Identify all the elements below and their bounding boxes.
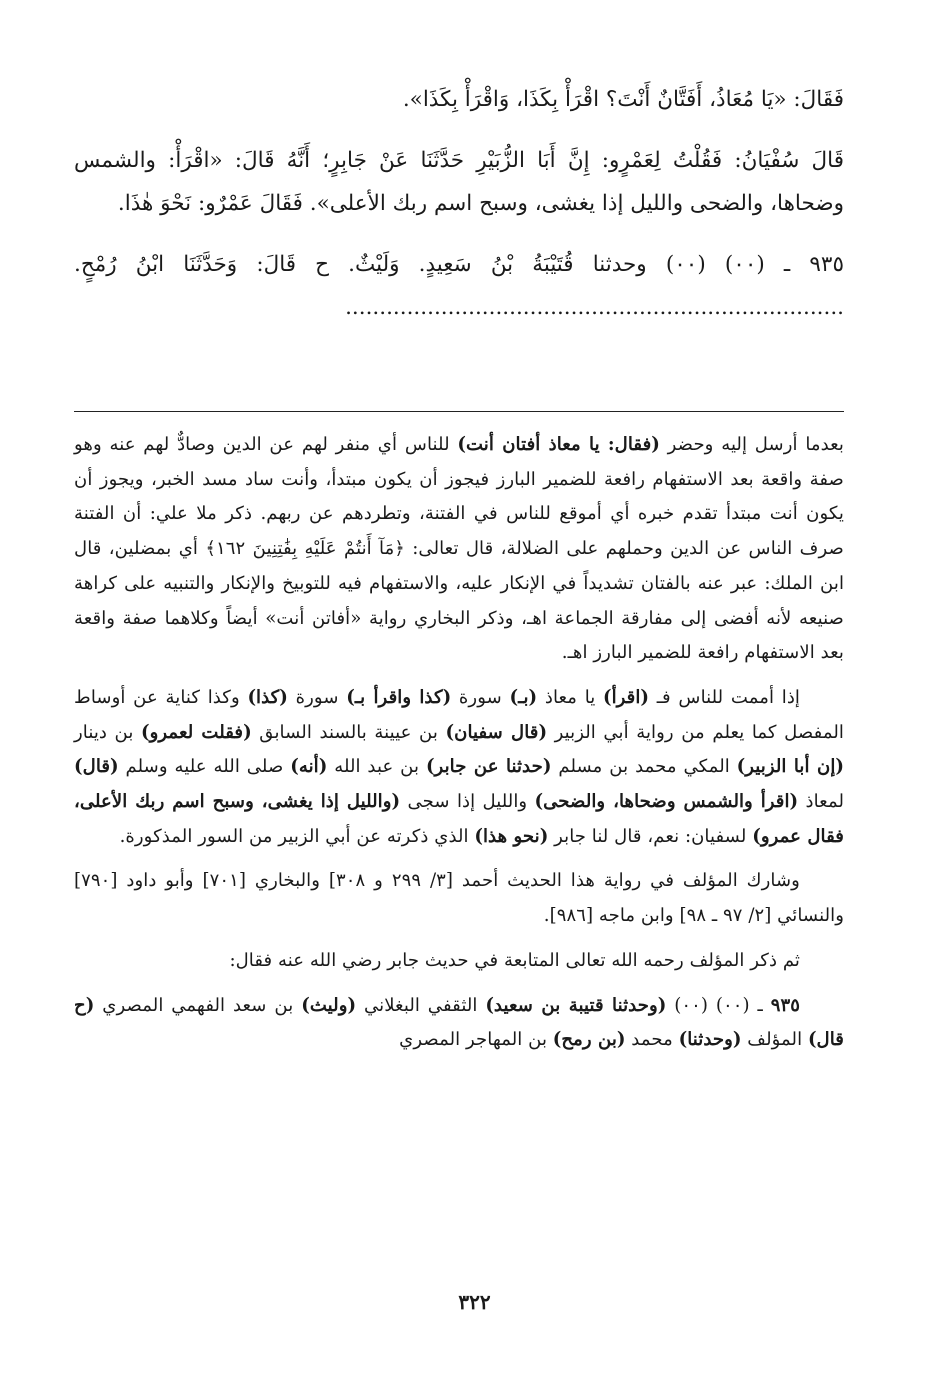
bold-quote: (اقرأ) xyxy=(602,686,650,708)
bold-quote: (فقال: يا معاذ أفتان أنت) xyxy=(457,434,660,455)
bold-quote: (قال سفيان) xyxy=(445,721,548,743)
text-run: وكذا كناية عن أوساط المفصل كما يعلم من رواية أبي الزبير xyxy=(74,686,844,743)
text-run: إذا أممت للناس فـ xyxy=(649,686,800,708)
text-run: بن عيينة بالسند السابق xyxy=(251,721,446,743)
text-run: الذي ذكرته عن أبي الزبير من السور المذكورة. xyxy=(119,825,475,847)
bold-quote: (قال) xyxy=(74,756,119,778)
text-run: للناس أي منفر لهم عن الدين وصادٌّ لهم عنه وهو صفة واقعة بعد الاستفهام رافعة للضمير البارز فيجوز أن يكون مبتدأ، وأنت ساد مسد الخبر، ويجوز أن يكون أنت مبتدأ تقدم خبره أي أموقع للناس في الفتنة، وتطردهم عن ربهم. ذكر ملا علي: أن الفتنة صرف الناس عن الدين وحملهم على الضلالة، قال تعالى: ﴿مَآ أَنتُمْ عَلَيْهِ بِفَٰتِنِينَ ١٦٢﴾ أي بمضلين، قال ابن الملك: عبر عنه بالفتان تشديداً في الإنكار عليه، والاستفهام فيه للتوبيخ والإنكار والتنبيه على كراهة صنيعه لأنه أفضى إلى مفارقة الجماعة اهـ، وذكر البخاري رواية «أفاتن أنت» أيضاً وكلاهما صفة واقعة بعد الاستفهام رافعة للضمير البارز اهـ. xyxy=(74,434,845,664)
text-run: سورة xyxy=(451,686,510,708)
hadith-paragraph-3: ٩٣٥ ـ (٠٠) (٠٠) وحدثنا قُتَيْبَةُ بْنُ سَعِيدٍ. وَلَيْثٌ. ح قَالَ: وَحَدَّثَنَا ابْنُ رُمْحٍ. ......................................................................... xyxy=(74,252,844,320)
bold-quote: (ح قال) xyxy=(74,994,844,1051)
text-run: سورة xyxy=(287,686,347,708)
text-run: بن المهاجر المصري xyxy=(399,1029,553,1051)
text-run: محمد xyxy=(625,1029,679,1051)
bold-quote: (كذا واقرأ بـ) xyxy=(346,686,452,708)
text-run: والليل إذا سجى xyxy=(400,791,535,813)
hadith-paragraph-2: قَالَ سُفْيَانُ: فَقُلْتُ لِعَمْرٍو: إِنَّ أَبَا الزُّبَيْرِ حَدَّثَنَا عَنْ جَابِرٍ؛ أَنَّهُ قَالَ: «اقْرَأْ: والشمس وضحاها، والضحى والليل إذا يغشى، وسبح اسم ربك الأعلى». فَقَالَ عَمْرٌو: نَحْوَ هٰذَا. xyxy=(74,148,844,216)
text-run: بعدما أرسل إليه وحضر xyxy=(659,434,844,455)
text-run: صلى الله عليه وسلم xyxy=(118,756,291,778)
bold-quote: (اقرأ والشمس وضحاها، والضحى) xyxy=(534,791,799,813)
text-run: لسفيان: نعم، قال لنا جابر xyxy=(548,825,753,847)
bold-quote: (بن رمح) xyxy=(552,1029,626,1051)
commentary-paragraph-1 xyxy=(74,428,844,671)
text-run: الثقفي البغلاني xyxy=(356,994,486,1016)
bold-quote: (حدثنا عن جابر) xyxy=(425,756,552,778)
bold-quote: (بـ) xyxy=(509,686,538,708)
text-run: بن عبد الله xyxy=(327,756,426,778)
bold-quote: (والليل إذا يغشى، وسبح اسم ربك الأعلى، فقال عمرو) xyxy=(74,791,844,847)
text-run: بن دينار xyxy=(74,721,141,743)
footnote-divider xyxy=(74,411,844,412)
commentary-paragraph-5 xyxy=(74,989,844,1058)
hadith-text-block xyxy=(74,78,844,329)
text-run: لمعاذ xyxy=(798,791,844,813)
text-run: يا معاذ xyxy=(537,686,603,708)
page-number: ٣٢٢ xyxy=(458,1290,491,1314)
bold-quote: ٩٣٥ xyxy=(770,994,800,1016)
bold-quote: (كذا) xyxy=(247,686,288,708)
text-run: بن سعد الفهمي المصري xyxy=(94,994,302,1016)
commentary-block xyxy=(74,428,844,1068)
bold-quote: (وليث) xyxy=(301,994,357,1016)
text-run: ـ (٠٠) (٠٠) xyxy=(666,994,771,1016)
bold-quote: (وحدثنا) xyxy=(678,1029,742,1051)
commentary-paragraph-4: ثم ذكر المؤلف رحمه الله تعالى المتابعة في حديث جابر رضي الله عنه فقال: xyxy=(229,949,800,971)
bold-quote: (فقلت لعمرو) xyxy=(141,721,252,743)
text-run: المؤلف xyxy=(741,1029,808,1051)
hadith-line-1: فَقَالَ: «يَا مُعَاذُ، أَفَتَّانٌ أَنْتَ؟ اقْرَأْ بِكَذَا، وَاقْرَأْ بِكَذَا». xyxy=(402,87,844,112)
text-run: المكي محمد بن مسلم xyxy=(551,756,737,778)
commentary-paragraph-2 xyxy=(74,681,844,855)
bold-quote: (وحدثنا قتيبة بن سعيد) xyxy=(485,994,667,1016)
bold-quote: (نحو هذا) xyxy=(474,825,549,847)
bold-quote: (إن أبا الزبير) xyxy=(736,756,844,778)
bold-quote: (أنه) xyxy=(290,756,328,778)
commentary-paragraph-3: وشارك المؤلف في رواية هذا الحديث أحمد [٣/ ٢٩٩ و ٣٠٨] والبخاري [٧٠١] وأبو داود [٧٩٠] والنسائي [٢/ ٩٧ ـ ٩٨] وابن ماجه [٩٨٦]. xyxy=(74,870,844,927)
